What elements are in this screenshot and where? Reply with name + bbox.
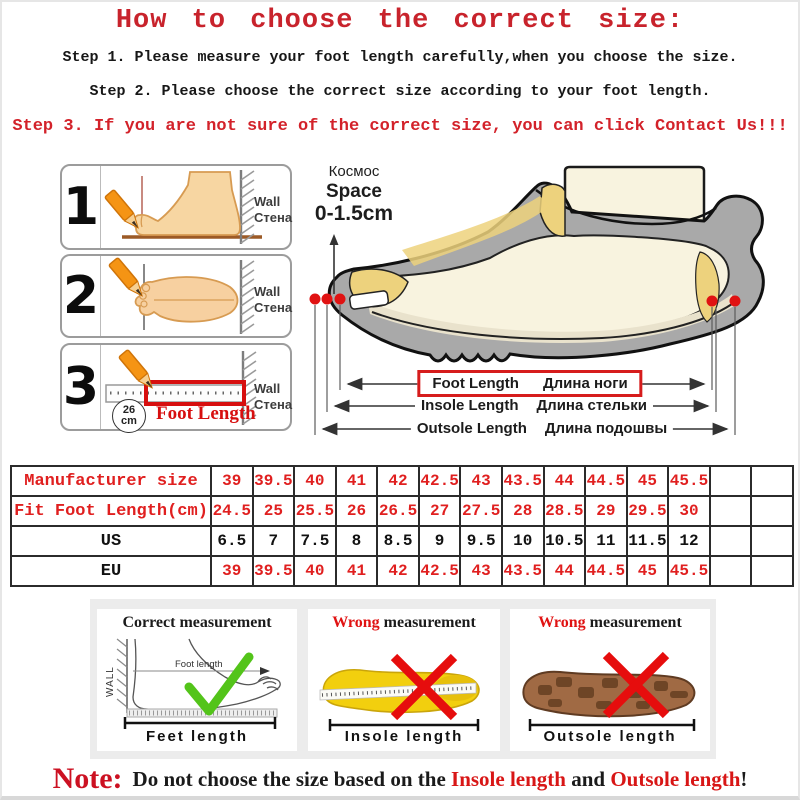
size-cell: 28 — [502, 496, 544, 526]
size-cell: 40 — [294, 556, 336, 586]
size-cell: 45 — [627, 466, 669, 496]
size-cell: 11 — [585, 526, 627, 556]
wall-hatch-icon — [241, 260, 254, 334]
size-cell: 12 — [668, 526, 710, 556]
size-cell — [751, 496, 793, 526]
table-row — [11, 526, 793, 556]
insole-length-en: Insole Length — [420, 397, 519, 414]
size-cell: 40 — [294, 466, 336, 496]
size-cell: 9 — [419, 526, 461, 556]
size-cell: 25.5 — [294, 496, 336, 526]
size-cell: 11.5 — [627, 526, 669, 556]
size-cell: 7.5 — [294, 526, 336, 556]
foot-length-dim-label — [417, 370, 642, 397]
foot-length-small-label: Foot length — [175, 659, 223, 670]
panel-title — [97, 614, 297, 632]
size-cell: 26 — [336, 496, 378, 526]
correct-measurement-panel — [97, 609, 297, 751]
panel-title-red: Wrong — [332, 614, 380, 631]
row-label: Manufacturer size — [11, 466, 211, 496]
size-cell — [710, 556, 752, 586]
ruler-unit: cm — [121, 415, 137, 427]
size-cell: 24.5 — [211, 496, 253, 526]
note-prefix: Note: — [52, 762, 123, 795]
size-cell: 6.5 — [211, 526, 253, 556]
size-cell: 39 — [211, 466, 253, 496]
wall-label — [254, 284, 292, 315]
outsole-length-ru: Длина подошвы — [544, 420, 668, 437]
panel-caption: Feet length — [145, 728, 248, 745]
table-row — [11, 496, 793, 526]
size-table — [10, 465, 794, 587]
step-number-3: 3 — [62, 345, 101, 429]
size-cell: 44.5 — [585, 556, 627, 586]
panel-title-black: measurement — [379, 614, 476, 631]
size-cell: 29 — [585, 496, 627, 526]
wrong-outsole-panel — [510, 609, 710, 751]
panel-title — [510, 614, 710, 632]
size-cell — [751, 556, 793, 586]
pencil-icon — [105, 190, 143, 232]
wall-label-ru: Стена — [254, 299, 293, 315]
foot-side-shape — [134, 172, 240, 235]
size-cell: 45.5 — [668, 556, 710, 586]
panel-caption: Outsole length — [543, 728, 677, 745]
space-range: 0-1.5cm — [314, 202, 394, 226]
table-row — [11, 556, 793, 586]
panel-title-red: Wrong — [538, 614, 586, 631]
size-cell: 39.5 — [253, 466, 295, 496]
wall-vertical-label: WALL — [105, 666, 116, 697]
size-cell: 45 — [627, 556, 669, 586]
measure-box-1 — [60, 164, 292, 250]
space-label-ru: Космос — [328, 163, 380, 180]
wall-label-en: Wall — [254, 194, 281, 209]
note-highlight-outsole: Outsole length — [610, 766, 741, 791]
wall-hatch-icon — [241, 170, 254, 244]
size-cell: 43.5 — [502, 466, 544, 496]
insole-length-dim-label — [415, 397, 653, 414]
step-1-text: Step 1. Please measure your foot length carefully,when you choose the size. — [62, 49, 738, 66]
size-cell — [751, 466, 793, 496]
note-text-2: and — [565, 766, 611, 791]
size-cell: 44 — [544, 466, 586, 496]
wall-label-en: Wall — [254, 381, 281, 396]
note-highlight-insole: Insole length — [451, 766, 566, 791]
step-2-text: Step 2. Please choose the correct size according to your foot length. — [89, 83, 711, 100]
wall-label — [254, 381, 292, 412]
size-cell: 8 — [336, 526, 378, 556]
size-cell: 43 — [460, 466, 502, 496]
correct-foot-illustration — [97, 635, 297, 731]
measure-box-3 — [60, 343, 292, 431]
wrong-insole-panel — [308, 609, 500, 751]
row-label: Fit Foot Length(cm) — [11, 496, 211, 526]
measure-box-2 — [60, 254, 292, 338]
panel-title-black: Correct measurement — [122, 614, 272, 631]
space-label-en: Space — [326, 180, 382, 202]
foot-top-shape — [136, 277, 238, 322]
size-cell: 42.5 — [419, 556, 461, 586]
note-text-1: Do not choose the size based on the — [132, 766, 452, 791]
size-cell: 26.5 — [377, 496, 419, 526]
size-cell — [710, 466, 752, 496]
foot-length-label: Foot Length — [156, 403, 256, 424]
table-row — [11, 466, 793, 496]
panel-title — [308, 614, 500, 632]
panel-title-black: measurement — [585, 614, 682, 631]
size-cell: 44 — [544, 556, 586, 586]
panel-caption: Insole length — [344, 728, 464, 745]
row-label: US — [11, 526, 211, 556]
note-body — [133, 767, 748, 792]
size-cell: 43 — [460, 556, 502, 586]
size-cell: 27.5 — [460, 496, 502, 526]
size-cell: 44.5 — [585, 466, 627, 496]
size-cell: 39 — [211, 556, 253, 586]
foot-outline-art — [133, 639, 280, 711]
bottom-note — [2, 758, 798, 800]
wall-label — [254, 194, 292, 225]
insole-length-ru: Длина стельки — [536, 397, 648, 414]
size-cell: 10 — [502, 526, 544, 556]
size-cell: 42.5 — [419, 466, 461, 496]
size-cell — [710, 526, 752, 556]
row-label: EU — [11, 556, 211, 586]
wall-label-ru: Стена — [254, 396, 293, 412]
note-text-end: ! — [740, 766, 748, 791]
outsole-length-en: Outsole Length — [416, 420, 527, 437]
ruler-reading — [112, 399, 146, 433]
page-title: How to choose the correct size: — [115, 6, 685, 36]
pencil-icon — [109, 258, 147, 300]
size-cell: 29.5 — [627, 496, 669, 526]
size-cell: 42 — [377, 556, 419, 586]
size-cell: 43.5 — [502, 556, 544, 586]
wall-label-en: Wall — [254, 284, 281, 299]
space-label — [298, 164, 410, 226]
size-cell: 39.5 — [253, 556, 295, 586]
wall-label-ru: Стена — [254, 209, 293, 225]
size-cell: 9.5 — [460, 526, 502, 556]
ruler-value: 26 — [122, 404, 136, 416]
size-cell: 8.5 — [377, 526, 419, 556]
outsole-illustration — [510, 635, 710, 731]
foot-length-en: Foot Length — [432, 375, 519, 392]
foot-length-ru: Длина ноги — [542, 375, 628, 392]
size-cell — [751, 526, 793, 556]
shoe-diagram — [302, 154, 800, 449]
size-cell: 25 — [253, 496, 295, 526]
size-cell: 28.5 — [544, 496, 586, 526]
outsole-length-dim-label — [411, 420, 673, 437]
step-number-1: 1 — [62, 166, 101, 248]
measurement-examples-strip — [90, 599, 716, 759]
size-cell: 30 — [668, 496, 710, 526]
step-3-text: Step 3. If you are not sure of the correct size, you can click Contact Us!!! — [12, 117, 788, 136]
size-cell: 45.5 — [668, 466, 710, 496]
size-cell: 41 — [336, 556, 378, 586]
size-cell: 10.5 — [544, 526, 586, 556]
size-cell: 27 — [419, 496, 461, 526]
size-cell: 42 — [377, 466, 419, 496]
size-cell: 7 — [253, 526, 295, 556]
size-cell: 41 — [336, 466, 378, 496]
size-cell — [710, 496, 752, 526]
space-arrow-icon — [330, 234, 339, 245]
step-number-2: 2 — [62, 256, 101, 336]
insole-illustration — [308, 635, 500, 731]
